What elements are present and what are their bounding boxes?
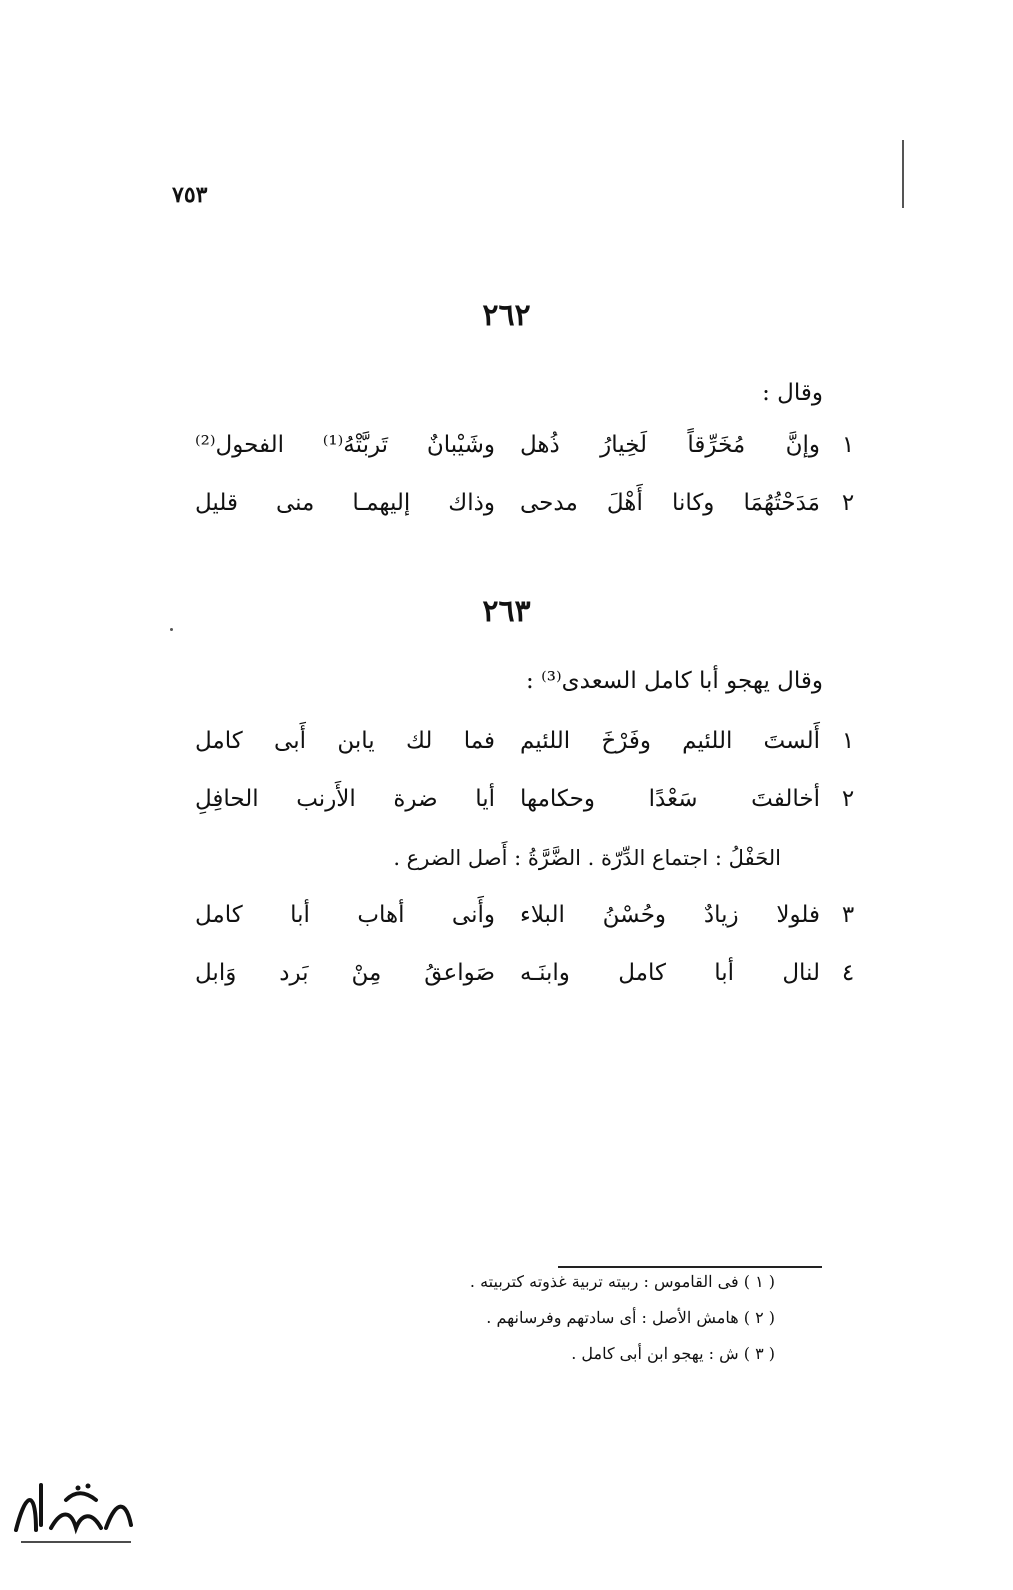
verse-number: ٢ [841, 786, 855, 812]
footnote-2: ( ٢ ) هامش الأصل : أى سادتهم وفرسانهم . [486, 1308, 775, 1327]
verse-first-hemistich: أَلستَ اللئيم وفَرْخَ اللئيم [520, 728, 820, 754]
verse-first-hemistich: لنال أبا كامل وابنَـه [520, 960, 820, 986]
verse-second-hemistich: وشَيْبانٌ تَربَّتْهُ⁽¹⁾ الفحول⁽²⁾ [195, 432, 495, 458]
section-number-262: ٢٦٢ [482, 298, 531, 333]
verse-first-hemistich: فلولا زيادٌ وحُسْنُ البلاء [520, 902, 820, 928]
verse-first-hemistich: وإنَّ مُخَرِّقاً لَخِيارُ ذُهل [520, 432, 820, 458]
verse-second-hemistich: وذاك إليهمـا منى قليل [195, 490, 495, 516]
verse-263-1 [180, 728, 860, 768]
margin-mark [902, 140, 904, 208]
verse-second-hemistich: فما لك يابن أَبى كامل [195, 728, 495, 754]
footnote-1: ( ١ ) فى القاموس : ربيته تربية غذوته كتربيته . [469, 1272, 775, 1291]
page-number: ٧٥٣ [172, 182, 208, 208]
section-number-263: ٢٦٣ [482, 594, 531, 629]
footnote-3: ( ٣ ) ش : يهجو ابن أبى كامل . [571, 1344, 775, 1363]
verse-number: ٤ [841, 960, 855, 986]
verse-first-hemistich: مَدَحْتُهُمَا وكانا أَهْلَ مدحى [520, 490, 820, 516]
footnote-rule [558, 1266, 822, 1268]
verse-262-2 [180, 490, 860, 530]
verse-262-1 [180, 432, 860, 472]
verse-263-3 [180, 902, 860, 942]
verse-second-hemistich: أيا ضرة الأَرنب الحافِلِ [195, 786, 495, 812]
section-intro-262: وقال : [762, 380, 823, 406]
verse-second-hemistich: وأَنى أهاب أبا كامل [195, 902, 495, 928]
verse-263-4 [180, 960, 860, 1000]
verse-first-hemistich: أخالفتَ سَعْدًا وحكامها [520, 786, 820, 812]
calligraphy-seal-logo [6, 1470, 146, 1550]
verse-number: ١ [841, 728, 855, 754]
verse-number: ٢ [841, 490, 855, 516]
verse-gloss: الحَفْلُ : اجتماع الدِّرّة . الضَّرَّةُ : أَصل الضرع . [393, 846, 781, 870]
verse-number: ١ [841, 432, 855, 458]
section-intro-263: وقال يهجو أبا كامل السعدى⁽³⁾ : [526, 668, 823, 694]
verse-second-hemistich: صَواعقُ مِنْ بَرد وَابل [195, 960, 495, 986]
verse-263-2 [180, 786, 860, 826]
verse-number: ٣ [841, 902, 855, 928]
